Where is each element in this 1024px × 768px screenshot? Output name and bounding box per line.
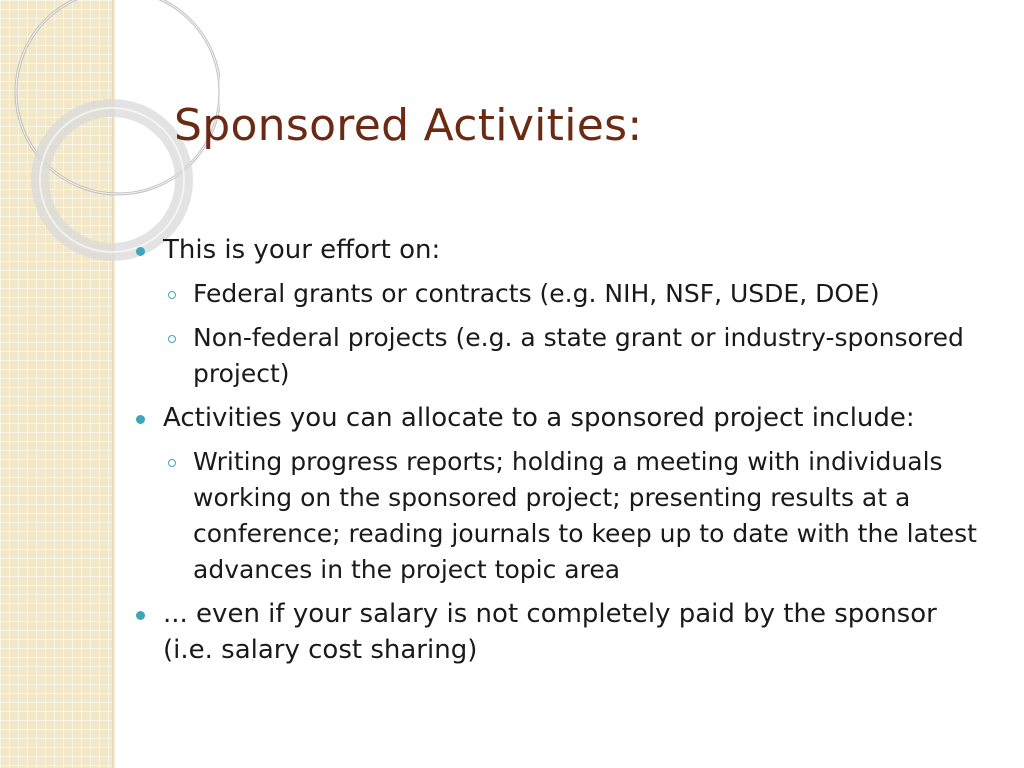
- bullet-ring-icon: [168, 291, 176, 299]
- bullet-item: [130, 400, 990, 436]
- bullet-ring-icon: [168, 335, 176, 343]
- bullet-dot-icon: [136, 415, 145, 424]
- sub-bullet-item: [130, 320, 990, 392]
- decorative-side-strip: [0, 0, 112, 768]
- bullet-text: Activities you can allocate to a sponsored project include:: [163, 403, 915, 433]
- sub-bullet-item: [130, 444, 990, 588]
- bullet-dot-icon: [136, 247, 145, 256]
- sub-bullet-text: Non-federal projects (e.g. a state grant or industry-sponsored project): [193, 323, 964, 388]
- strip-edge: [112, 0, 116, 768]
- bullet-item: [130, 232, 990, 268]
- sub-bullet-item: [130, 276, 990, 312]
- bullet-text: ... even if your salary is not completely paid by the sponsor (i.e. salary cost sharing): [163, 599, 937, 665]
- sub-bullet-text: Writing progress reports; holding a meeting with individuals working on the sponsored project; presenting results at a conference; reading journals to keep up to date with the latest advances in the project topic area: [193, 447, 977, 584]
- bullet-text: This is your effort on:: [163, 235, 441, 265]
- bullet-list: [130, 232, 990, 676]
- bullet-dot-icon: [136, 611, 145, 620]
- sub-bullet-text: Federal grants or contracts (e.g. NIH, NSF, USDE, DOE): [193, 279, 880, 308]
- bullet-ring-icon: [168, 459, 176, 467]
- bullet-item: [130, 596, 990, 668]
- slide-title: Sponsored Activities:: [174, 100, 643, 151]
